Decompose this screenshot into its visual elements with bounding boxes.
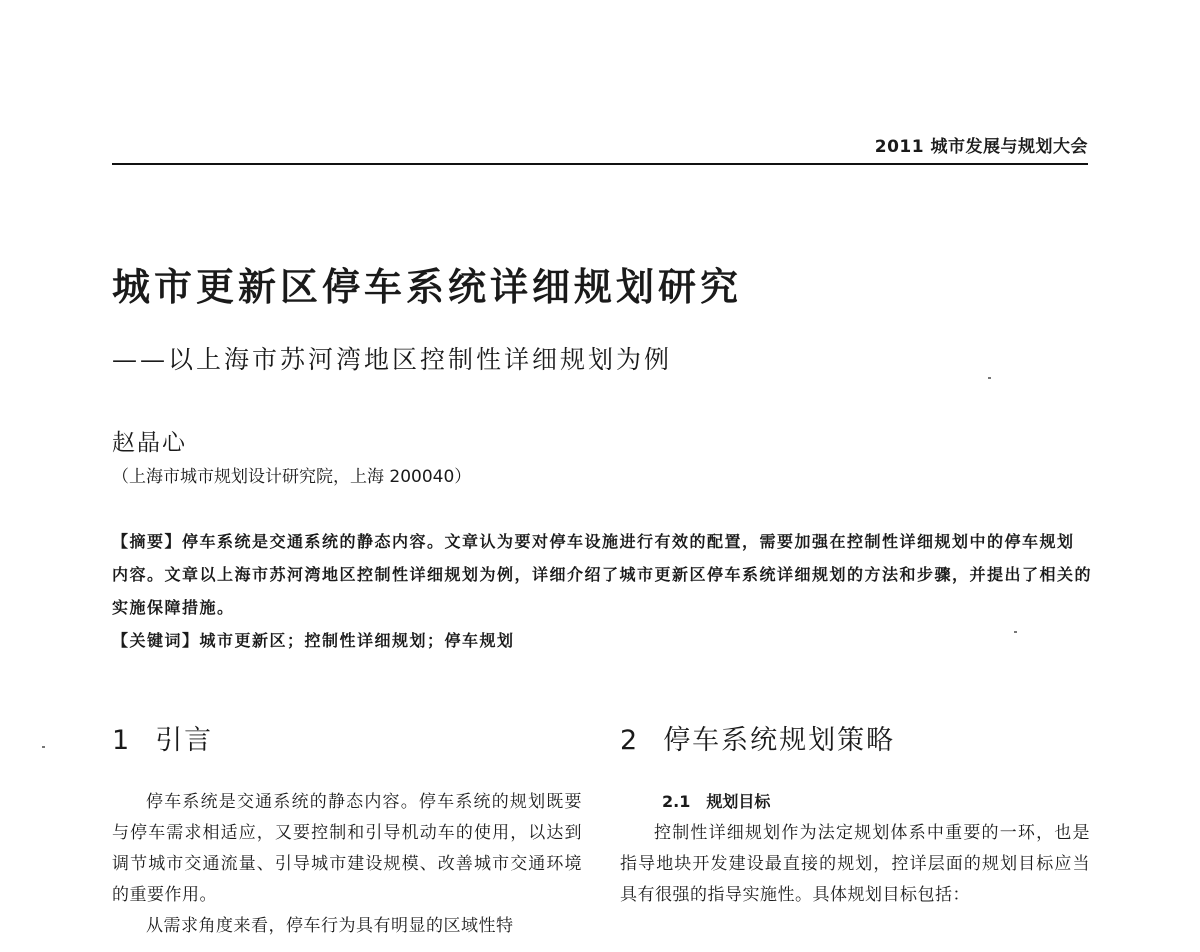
- section-1-number: 1: [112, 725, 132, 756]
- subsection-2-1-number: 2.1: [662, 792, 691, 811]
- section-1-paragraph: 从需求角度来看，停车行为具有明显的区域性特: [146, 916, 514, 936]
- section-2-title: 停车系统规划策略: [663, 725, 896, 756]
- header-rule: [112, 163, 1088, 165]
- paper-title: 城市更新区停车系统详细规划研究: [112, 265, 743, 309]
- right-column-body: [620, 818, 1090, 911]
- author-name: 赵晶心: [112, 430, 187, 456]
- section-2-heading: [620, 718, 895, 757]
- header-conference-label: 2011 城市发展与规划大会: [874, 137, 1088, 157]
- subsection-2-1-heading: [662, 789, 770, 812]
- scan-speck: [42, 746, 45, 748]
- abstract-text: 停车系统是交通系统的静态内容。文章认为要对停车设施进行有效的配置，需要加强在控制性详细规划中的停车规划内容。文章以上海市苏河湾地区控制性详细规划为例，详细介绍了城市更新区停车系统详细规划的方法和步骤，并提出了相关的实施保障措施。: [112, 532, 1093, 617]
- scan-speck: [1014, 631, 1017, 633]
- paper-subtitle: ——以上海市苏河湾地区控制性详细规划为例: [112, 345, 673, 374]
- keywords-text: 城市更新区；控制性详细规划；停车规划: [199, 631, 515, 650]
- section-1-heading: [112, 718, 213, 757]
- abstract-label: 【摘要】: [112, 532, 183, 551]
- section-1-title: 引言: [155, 725, 214, 756]
- section-2-number: 2: [620, 725, 640, 756]
- left-column-body: [112, 787, 582, 942]
- abstract-block: [112, 525, 1092, 624]
- subsection-2-1-title: 规划目标: [706, 792, 771, 811]
- keywords-label: 【关键词】: [112, 631, 200, 650]
- section-1-paragraph: 停车系统是交通系统的静态内容。停车系统的规划既要与停车需求相适应，又要控制和引导机动车的使用，以达到调节城市交通流量、引导城市建设规模、改善城市交通环境的重要作用。: [112, 792, 582, 905]
- author-affiliation: （上海市城市规划设计研究院，上海 200040）: [112, 467, 472, 487]
- scan-speck: [988, 377, 991, 379]
- keywords-block: [112, 624, 1092, 657]
- section-2-paragraph: 控制性详细规划作为法定规划体系中重要的一环，也是指导地块开发建设最直接的规划，控详层面的规划目标应当具有很强的指导实施性。具体规划目标包括：: [620, 823, 1090, 905]
